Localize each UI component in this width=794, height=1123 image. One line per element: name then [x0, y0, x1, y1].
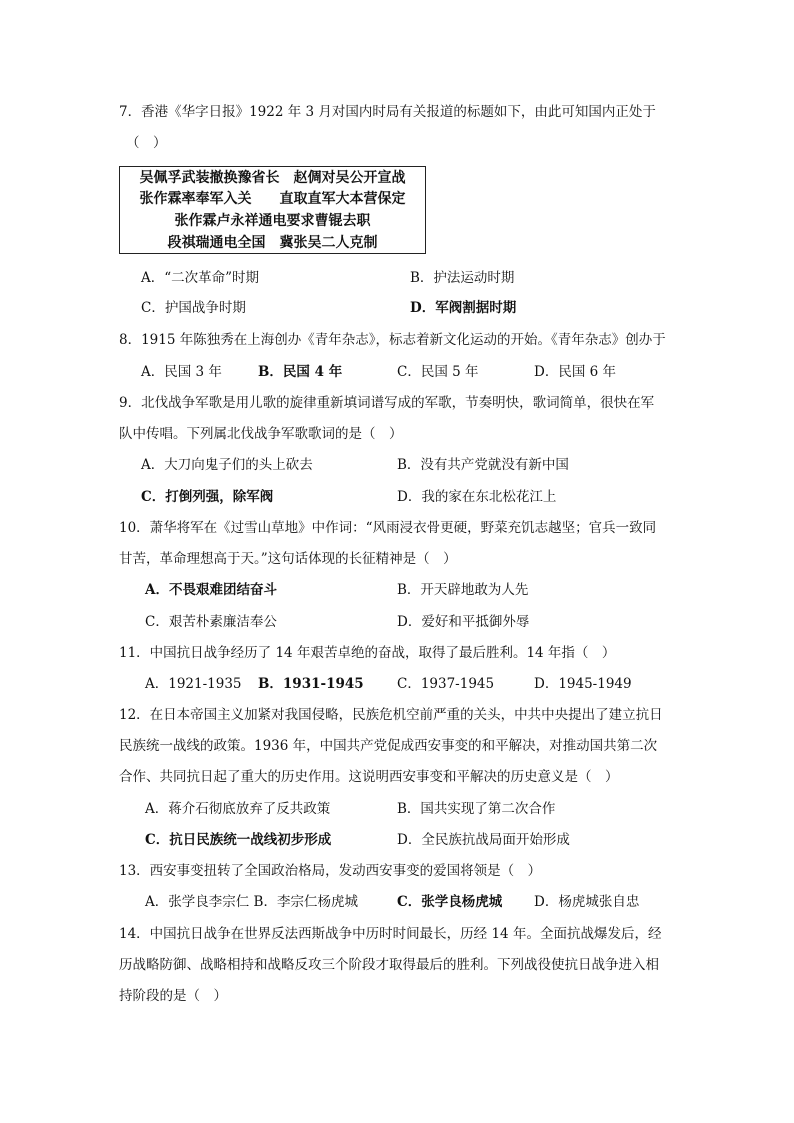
- q7-option-a: A．“二次革命”时期: [141, 270, 260, 286]
- q9-stem-line-1: 9．北伐战争军歌是用儿歌的旋律重新填词谱写成的军歌，节奏明快，歌词简单，很快在军: [119, 395, 655, 411]
- q8-stem-line-1: 8．1915 年陈独秀在上海创办《青年杂志》，标志着新文化运动的开始。《青年杂志》创办于: [119, 332, 666, 348]
- q7-option-b: B．护法运动时期: [410, 270, 515, 286]
- q10-stem-line-1: 10．萧华将军在《过雪山草地》中作词：“风雨浸衣骨更硬，野菜充饥志越坚；官兵一致同: [119, 520, 657, 536]
- q12-stem-line-2: 民族统一战线的政策。1936 年，中国共产党促成西安事变的和平解决，对推动国共第二次: [119, 738, 658, 754]
- q12-stem-line-1: 12．在日本帝国主义加紧对我国侵略，民族危机空前严重的关头，中共中央提出了建立抗日: [119, 707, 663, 723]
- q11-stem-line-1: 11．中国抗日战争经历了 14 年艰苦卓绝的奋战，取得了最后胜利。14 年指（ ）: [119, 645, 616, 661]
- q7-option-c: C．护国战争时期: [141, 300, 246, 316]
- q8-option-c: C．民国 5 年: [397, 364, 479, 380]
- q10-option-b: B．开天辟地敢为人先: [397, 582, 529, 598]
- q11-option-d: D．1945-1949: [534, 676, 632, 692]
- q7-option-d: D．军阀割据时期: [410, 300, 517, 316]
- q13-option-c: C．张学良杨虎城: [397, 894, 503, 910]
- q8-option-b: B．民国 4 年: [258, 364, 343, 380]
- q11-option-c: C．1937-1945: [397, 676, 495, 692]
- q9-option-d: D．我的家在东北松花江上: [397, 489, 557, 505]
- q10-option-a: A．不畏艰难团结奋斗: [145, 582, 277, 598]
- q14-stem-line-1: 14．中国抗日战争在世界反法西斯战争中历时时间最长，历经 14 年。全面抗战爆发后，经: [119, 926, 662, 942]
- q7-stem-line-2: （ ）: [126, 135, 167, 151]
- q12-stem-line-3: 合作、共同抗日起了重大的历史作用。这说明西安事变和平解决的历史意义是（ ）: [119, 769, 619, 785]
- q9-option-a: A．大刀向鬼子们的头上砍去: [141, 457, 313, 473]
- q10-stem-line-2: 甘苦，革命理想高于天。”这句话体现的长征精神是（ ）: [119, 551, 457, 567]
- q7-headline-box: [119, 166, 426, 254]
- q9-option-b: B．没有共产党就没有新中国: [397, 457, 569, 473]
- q7-headline-2: 张作霖率奉军入关 直取直军大本营保定: [139, 191, 406, 207]
- q12-option-a: A．蒋介石彻底放弃了反共政策: [145, 801, 331, 817]
- q14-stem-line-2: 历战略防御、战略相持和战略反攻三个阶段才取得最后的胜利。下列战役使抗日战争进入相: [119, 957, 659, 973]
- q9-stem-line-2: 队中传唱。下列属北伐战争军歌歌词的是（ ）: [119, 426, 403, 442]
- q10-option-c: C．艰苦朴素廉洁奉公: [145, 614, 277, 630]
- q7-stem-line-1: 7．香港《华字日报》1922 年 3 月对国内时局有关报道的标题如下，由此可知国内正处于: [119, 104, 656, 120]
- q7-headline-1: 吴佩孚武装撤换豫省长 赵倜对吴公开宣战: [139, 170, 406, 186]
- q8-option-d: D．民国 6 年: [534, 364, 616, 380]
- q12-option-d: D．全民族抗战局面开始形成: [397, 832, 570, 848]
- q8-option-a: A．民国 3 年: [141, 364, 222, 380]
- q11-option-a: A．1921-1935: [145, 676, 242, 692]
- q13-option-d: D．杨虎城张自忠: [534, 894, 640, 910]
- q11-option-b: B．1931-1945: [258, 676, 364, 692]
- q13-stem-line-1: 13．西安事变扭转了全国政治格局，发动西安事变的爱国将领是（ ）: [119, 863, 542, 879]
- q12-option-c: C．抗日民族统一战线初步形成: [145, 832, 332, 848]
- q14-stem-line-3: 持阶段的是（ ）: [119, 988, 227, 1004]
- q12-option-b: B．国共实现了第二次合作: [397, 801, 556, 817]
- q9-option-c: C．打倒列强，除军阀: [141, 489, 274, 505]
- q10-option-d: D．爱好和平抵御外辱: [397, 614, 530, 630]
- q7-headline-3: 张作霖卢永祥通电要求曹锟去职: [174, 213, 371, 229]
- q7-headline-4: 段祺瑞通电全国 冀张吴二人克制: [167, 235, 378, 251]
- q13-option-ab: A．张学良李宗仁 B．李宗仁杨虎城: [145, 894, 358, 910]
